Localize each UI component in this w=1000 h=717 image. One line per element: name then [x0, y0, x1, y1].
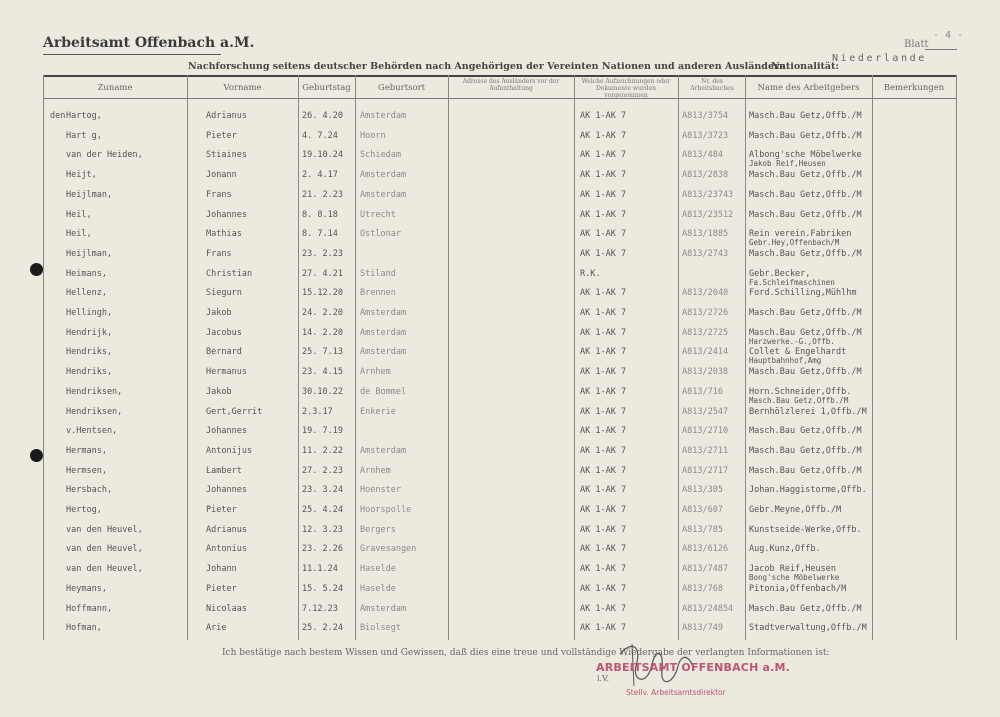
cell-employer: Horn.Schneider,Offb.: [749, 386, 852, 397]
column-header-surname: Zuname: [97, 83, 133, 93]
cell-surname: v.Hentsen,: [66, 426, 118, 437]
table-row: [0, 623, 1000, 643]
cell-birthplace: Bergers: [360, 524, 396, 535]
table-top-rule: [43, 75, 956, 77]
table-row: [0, 544, 1000, 564]
cell-birthdate: 2. 4.17: [302, 170, 338, 181]
cell-birthdate: 4. 7.24: [302, 130, 338, 141]
cell-doc: AK 1-AK 7: [580, 308, 627, 318]
cell-firstname: Adrianus: [206, 524, 247, 535]
cell-bookno: A813/607: [682, 505, 723, 515]
cell-employer: Masch.Bau Getz,Offb./M: [749, 189, 862, 200]
cell-firstname: Pieter: [206, 583, 237, 594]
table-row: [0, 210, 1000, 230]
cell-birthplace: de Bommel: [360, 386, 407, 397]
cell-employer: Masch.Bau Getz,Offb./M: [749, 111, 862, 121]
cell-bookno: A813/2040: [682, 288, 729, 299]
cell-surname: Hendrijk,: [66, 327, 113, 338]
cell-bookno: A813/484: [682, 150, 723, 161]
cell-employer-second-line: Fa.Schleifmaschinen: [749, 277, 835, 287]
cell-birthdate: 19.10.24: [302, 150, 343, 161]
table-row: [0, 347, 1000, 367]
table-row: [0, 288, 1000, 308]
column-header-firstname: Vorname: [223, 83, 262, 93]
cell-birthdate: 8. 7.14: [302, 229, 338, 240]
cell-birthplace: Amsterdam: [360, 308, 407, 318]
cell-employer: Masch.Bau Getz,Offb./M: [749, 603, 862, 614]
cell-surname: Hermans,: [66, 445, 107, 456]
cell-bookno: A813/7487: [682, 564, 729, 575]
cell-bookno: A813/23512: [682, 209, 734, 220]
cell-surname: Hendriksen,: [66, 386, 123, 397]
cell-birthdate: 15. 5.24: [302, 583, 343, 594]
cell-birthplace: Amsterdam: [360, 327, 407, 338]
table-row: [0, 328, 1000, 348]
cell-employer: Gebr.Becker,: [749, 268, 811, 279]
nationality-label: Nationalität:: [771, 61, 839, 72]
cell-birthplace: Stiland: [360, 268, 396, 279]
cell-employer-second-line: Jakob Reif,Heusen: [749, 159, 826, 169]
cell-surname: Hendriksen,: [66, 406, 123, 417]
cell-doc: AK 1-AK 7: [580, 111, 627, 121]
table-row: [0, 387, 1000, 407]
cell-surname: van der Heiden,: [66, 150, 143, 161]
cell-birthplace: Enkerie: [360, 406, 396, 417]
cell-employer: Masch.Bau Getz,Offb./M: [749, 130, 862, 141]
cell-surname: Heijlman,: [66, 248, 113, 259]
cell-firstname: Hermanus: [206, 367, 247, 378]
cell-employer: Jacob Reif,Heusen: [749, 564, 836, 575]
cell-employer: Masch.Bau Getz,Offb./M: [749, 426, 862, 437]
table-row: [0, 525, 1000, 545]
table-row: [0, 367, 1000, 387]
cell-firstname: Pieter: [206, 130, 237, 141]
cell-birthdate: 23. 2.26: [302, 544, 343, 555]
cell-birthplace: Hoenster: [360, 485, 401, 496]
cell-birthdate: 30.10.22: [302, 386, 343, 397]
column-header-documents: Welche Aufzeichnungen oder Dokumente wurden vorgenommen: [581, 78, 671, 99]
cell-bookno: A813/2038: [682, 367, 729, 378]
cell-employer: Collet & Engelhardt: [749, 347, 847, 358]
cell-birthplace: Amsterdam: [360, 347, 407, 358]
cell-bookno: A813/24854: [682, 603, 734, 614]
cell-doc: AK 1-AK 7: [580, 347, 627, 358]
cell-birthdate: 11.1.24: [302, 564, 338, 575]
cell-firstname: Nicolaas: [206, 603, 247, 614]
cell-bookno: A813/785: [682, 524, 723, 535]
cell-doc: AK 1-AK 7: [580, 209, 627, 220]
cell-employer-second-line: Gebr.Hey,Offenbach/M: [749, 238, 840, 248]
cell-bookno: A813/23743: [682, 189, 734, 200]
cell-doc: AK 1-AK 7: [580, 603, 627, 614]
cell-firstname: Pieter: [206, 505, 237, 515]
cell-employer: Masch.Bau Getz,Offb./M: [749, 367, 862, 378]
cell-firstname: Antonius: [206, 544, 247, 555]
cell-birthdate: 27. 2.23: [302, 465, 343, 476]
cell-birthdate: 11. 2.22: [302, 445, 343, 456]
table-row: [0, 229, 1000, 249]
cell-employer: Masch.Bau Getz,Offb./M: [749, 308, 862, 318]
cell-doc: AK 1-AK 7: [580, 465, 627, 476]
cell-birthdate: 19. 7.19: [302, 426, 343, 437]
table-row: [0, 505, 1000, 525]
cell-employer: Bernhölzlerei 1,Offb./M: [749, 406, 867, 417]
column-header-address: Adresse des Ausländers vor der Aufenthaltung: [462, 78, 560, 92]
cell-doc: AK 1-AK 7: [580, 426, 627, 437]
office-stamp: ARBEITSAMT OFFENBACH a.M.: [596, 661, 791, 674]
cell-doc: AK 1-AK 7: [580, 564, 627, 575]
table-header-rule: [43, 98, 956, 99]
cell-firstname: Gert,Gerrit: [206, 406, 263, 417]
cell-bookno: A813/2838: [682, 170, 729, 181]
cell-bookno: A813/2414: [682, 347, 729, 358]
stamp-iv: i.V.: [597, 674, 610, 683]
cell-birthdate: 14. 2.20: [302, 327, 343, 338]
cell-birthdate: 25. 7.13: [302, 347, 343, 358]
cell-surname: Hendriks,: [66, 367, 113, 378]
cell-bookno: A813/2743: [682, 248, 729, 259]
cell-firstname: Mathias: [206, 229, 242, 240]
cell-surname: van den Heuvel,: [66, 564, 143, 575]
cell-bookno: A813/3723: [682, 130, 729, 141]
table-row: [0, 190, 1000, 210]
cell-doc: AK 1-AK 7: [580, 445, 627, 456]
cell-birthdate: 25. 4.24: [302, 505, 343, 515]
cell-birthplace: Amsterdam: [360, 170, 407, 181]
cell-birthdate: 26. 4.20: [302, 111, 343, 121]
table-row: [0, 564, 1000, 584]
confirmation-text: Ich bestätige nach bestem Wissen und Gewissen, daß dies eine treue und vollständige Wiedergabe der verlangten Informationen ist:: [222, 648, 830, 658]
cell-birthplace: Gravesangen: [360, 544, 417, 555]
sheet-label: Blatt: [904, 39, 929, 50]
cell-bookno: A813/2711: [682, 445, 729, 456]
cell-birthdate: 25. 2.24: [302, 623, 343, 634]
table-row: [0, 446, 1000, 466]
nationality-value: Niederlande: [832, 53, 927, 64]
cell-employer: Aug.Kunz,Offb.: [749, 544, 821, 555]
cell-surname: Hendriks,: [66, 347, 113, 358]
cell-surname: Hart g,: [66, 130, 102, 141]
cell-surname: Hofman,: [66, 623, 102, 634]
cell-employer: Albong'sche Möbelwerke: [749, 150, 862, 161]
table-row: [0, 131, 1000, 151]
cell-birthplace: Schiedam: [360, 150, 401, 161]
cell-firstname: Johannes: [206, 485, 247, 496]
table-row: [0, 308, 1000, 328]
table-row: [0, 466, 1000, 486]
cell-birthplace: Biolsegt: [360, 623, 401, 634]
cell-surname: Hoffmann,: [66, 603, 113, 614]
cell-surname: Heymans,: [66, 583, 107, 594]
cell-bookno: A813/2547: [682, 406, 729, 417]
cell-doc: AK 1-AK 7: [580, 386, 627, 397]
sheet-underline: [925, 49, 957, 50]
column-header-remarks: Bemerkungen: [883, 83, 945, 93]
table-row: [0, 269, 1000, 289]
cell-surname: Hermsen,: [66, 465, 107, 476]
cell-bookno: A813/3754: [682, 111, 729, 121]
table-row: [0, 111, 1000, 131]
cell-firstname: Jacobus: [206, 327, 242, 338]
cell-birthplace: Amsterdam: [360, 445, 407, 456]
cell-employer-second-line: Harzwerke.-G.,Offb.: [749, 336, 835, 346]
cell-birthdate: 8. 8.18: [302, 209, 338, 220]
cell-surname: Heijlman,: [66, 189, 113, 200]
cell-employer: Masch.Bau Getz,Offb./M: [749, 465, 862, 476]
cell-surname: Heimans,: [66, 268, 107, 279]
cell-doc: AK 1-AK 7: [580, 150, 627, 161]
cell-employer: Masch.Bau Getz,Offb./M: [749, 170, 862, 181]
cell-bookno: A813/2725: [682, 327, 729, 338]
cell-birthplace: Brennen: [360, 288, 396, 299]
cell-employer: Ford.Schilling,Mühlhm: [749, 288, 857, 299]
cell-employer-second-line: Hauptbahnhof,Amg: [749, 356, 822, 366]
cell-doc: AK 1-AK 7: [580, 544, 627, 555]
cell-bookno: A813/2726: [682, 308, 729, 318]
cell-birthdate: 21. 2.23: [302, 189, 343, 200]
cell-birthdate: 23. 2.23: [302, 248, 343, 259]
cell-birthplace: Hoorn: [360, 130, 386, 141]
cell-birthplace: Amsterdam: [360, 189, 407, 200]
cell-surname: Heijt,: [66, 170, 97, 181]
column-header-birthplace: Geburtsort: [377, 83, 426, 93]
column-header-employer: Name des Arbeitgebers: [757, 83, 860, 93]
cell-bookno: A813/749: [682, 623, 723, 634]
document-subtitle: Nachforschung seitens deutscher Behörden nach Angehörigen der Vereinten Nationen und anderen Ausländern: [188, 61, 786, 72]
cell-firstname: Frans: [206, 248, 232, 259]
cell-doc: AK 1-AK 7: [580, 189, 627, 200]
cell-employer-second-line: Masch.Bau Getz,Offb./M: [749, 395, 849, 405]
cell-bookno: A813/1885: [682, 229, 729, 240]
cell-firstname: Antonijus: [206, 445, 253, 456]
cell-employer: Stadtverwaltung,Offb./M: [749, 623, 867, 634]
cell-firstname: Arie: [206, 623, 227, 634]
table-row: [0, 407, 1000, 427]
cell-firstname: Lambert: [206, 465, 242, 476]
cell-employer: Masch.Bau Getz,Offb./M: [749, 248, 862, 259]
cell-birthdate: 23. 4.15: [302, 367, 343, 378]
column-header-birthdate: Geburtstag: [302, 83, 351, 93]
cell-firstname: Jakob: [206, 386, 232, 397]
cell-firstname: Jonann: [206, 170, 237, 181]
table-row: [0, 170, 1000, 190]
cell-firstname: Adrianus: [206, 111, 247, 121]
sheet-number: - 4 -: [933, 30, 964, 41]
cell-doc: AK 1-AK 7: [580, 170, 627, 181]
cell-surname: Heil,: [66, 209, 92, 220]
cell-doc: AK 1-AK 7: [580, 229, 627, 240]
cell-surname: Hellingh,: [66, 308, 113, 318]
cell-doc: AK 1-AK 7: [580, 248, 627, 259]
cell-birthplace: Utrecht: [360, 209, 396, 220]
cell-employer: Masch.Bau Getz,Offb./M: [749, 327, 862, 338]
cell-doc: AK 1-AK 7: [580, 485, 627, 496]
cell-doc: AK 1-AK 7: [580, 583, 627, 594]
cell-firstname: Johannes: [206, 426, 247, 437]
cell-birthdate: 23. 3.24: [302, 485, 343, 496]
cell-bookno: A813/2710: [682, 426, 729, 437]
cell-birthdate: 2.3.17: [302, 406, 333, 417]
cell-bookno: A813/6126: [682, 544, 729, 555]
cell-doc: AK 1-AK 7: [580, 524, 627, 535]
cell-birthdate: 7.12.23: [302, 603, 338, 614]
cell-doc: AK 1-AK 7: [580, 367, 627, 378]
cell-firstname: Frans: [206, 189, 232, 200]
cell-surname: van den Heuvel,: [66, 544, 143, 555]
cell-birthdate: 24. 2.20: [302, 308, 343, 318]
table-row: [0, 426, 1000, 446]
cell-employer: Masch.Bau Getz,Offb./M: [749, 445, 862, 456]
cell-firstname: Jakob: [206, 308, 232, 318]
cell-surname: Hertog,: [66, 505, 102, 515]
cell-doc: AK 1-AK 7: [580, 623, 627, 634]
cell-firstname: Johannes: [206, 209, 247, 220]
cell-bookno: A813/768: [682, 583, 723, 594]
cell-birthplace: Amsterdam: [360, 111, 407, 121]
cell-firstname: Bernard: [206, 347, 242, 358]
cell-employer: Rein verein.Fabriken: [749, 229, 852, 240]
cell-doc: AK 1-AK 7: [580, 406, 627, 417]
cell-surname: Heil,: [66, 229, 92, 240]
cell-employer: Johan.Haggistorme,Offb.: [749, 485, 867, 496]
table-row: [0, 249, 1000, 269]
cell-birthplace: Haselde: [360, 564, 396, 575]
cell-employer: Kunstseide-Werke,Offb.: [749, 524, 862, 535]
cell-doc: AK 1-AK 7: [580, 505, 627, 515]
cell-employer: Gebr.Meyne,Offb./M: [749, 505, 842, 515]
cell-birthdate: 15.12.20: [302, 288, 343, 299]
column-header-book-number: Nr. des Arbeitsbuches: [690, 78, 734, 92]
cell-bookno: A813/305: [682, 485, 723, 496]
cell-birthplace: Haselde: [360, 583, 396, 594]
cell-bookno: A813/716: [682, 386, 723, 397]
cell-birthplace: Ostlonar: [360, 229, 401, 240]
table-row: [0, 485, 1000, 505]
cell-birthplace: Amsterdam: [360, 603, 407, 614]
cell-firstname: Christian: [206, 268, 253, 279]
cell-employer: Masch.Bau Getz,Offb./M: [749, 209, 862, 220]
cell-surname: Hersbach,: [66, 485, 113, 496]
table-row: [0, 150, 1000, 170]
cell-birthplace: Hoorspolle: [360, 505, 412, 515]
table-row: [0, 604, 1000, 624]
office-title: Arbeitsamt Offenbach a.M.: [43, 35, 255, 51]
cell-firstname: Stiaines: [206, 150, 247, 161]
cell-firstname: Siegurn: [206, 288, 242, 299]
cell-surname: Hartog,: [66, 111, 102, 121]
cell-doc: AK 1-AK 7: [580, 130, 627, 141]
cell-birthplace: Arnhem: [360, 367, 391, 378]
cell-surname: van den Heuvel,: [66, 524, 143, 535]
cell-doc: AK 1-AK 7: [580, 288, 627, 299]
office-underline: [43, 54, 221, 55]
table-row: [0, 584, 1000, 604]
cell-surname: Hellenz,: [66, 288, 107, 299]
cell-employer: Pitonia,Offenbach/M: [749, 583, 847, 594]
cell-bookno: A813/2717: [682, 465, 729, 476]
cell-firstname: Johann: [206, 564, 237, 575]
cell-prefix: den: [50, 111, 66, 121]
cell-doc: AK 1-AK 7: [580, 327, 627, 338]
cell-birthplace: Arnhem: [360, 465, 391, 476]
cell-birthdate: 12. 3.23: [302, 524, 343, 535]
stamp-role: Stellv. Arbeitsamtsdirektor: [626, 688, 726, 697]
cell-employer-second-line: Bong'sche Möbelwerke: [749, 573, 840, 583]
cell-birthdate: 27. 4.21: [302, 268, 343, 279]
cell-doc: R.K.: [580, 268, 601, 279]
